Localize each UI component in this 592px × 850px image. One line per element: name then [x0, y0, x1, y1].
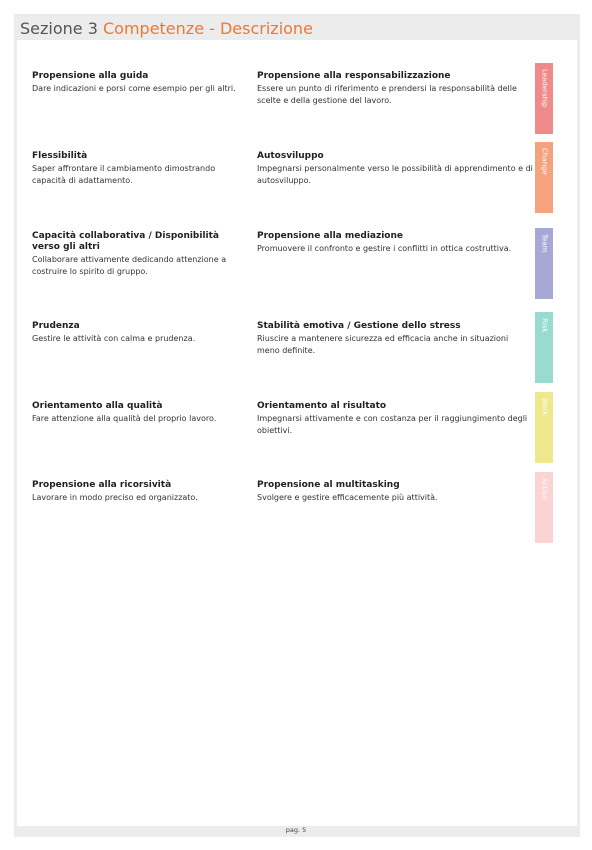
competency-description: Impegnarsi personalmente verso le possibilità di apprendimento e di autosviluppo.	[257, 164, 533, 185]
competency-item	[257, 231, 533, 255]
competency-item	[257, 401, 533, 437]
category-tab-team	[535, 228, 553, 299]
competency-item	[32, 321, 250, 345]
category-tab-label: Risk	[540, 318, 549, 333]
section-number: Sezione 3	[20, 19, 98, 38]
category-tab-risk	[535, 312, 553, 383]
competency-title: Stabilità emotiva / Gestione dello stress	[257, 321, 461, 331]
competency-title: Propensione alla mediazione	[257, 231, 403, 241]
competency-item	[32, 231, 250, 278]
category-tab-label: Work	[540, 398, 549, 416]
competency-title: Prudenza	[32, 321, 80, 331]
category-tab-work	[535, 392, 553, 463]
category-tab-label: Team	[540, 234, 549, 253]
competency-description: Impegnarsi attivamente e con costanza per il raggiungimento degli obiettivi.	[257, 414, 528, 435]
competency-title: Orientamento al risultato	[257, 401, 387, 411]
competency-description: Collaborare attivamente dedicando attenzione a costruire lo spirito di gruppo.	[32, 255, 227, 276]
competency-item	[32, 71, 250, 95]
competency-item	[257, 151, 533, 187]
competency-title: Propensione alla guida	[32, 71, 149, 81]
competency-description: Gestire le attività con calma e prudenza.	[32, 334, 196, 343]
competency-title: Orientamento alla qualità	[32, 401, 163, 411]
competency-item	[257, 71, 533, 107]
competency-description: Saper affrontare il cambiamento dimostrando capacità di adattamento.	[32, 164, 216, 185]
category-tab-label: Leadership	[540, 69, 549, 108]
competency-title: Propensione al multitasking	[257, 480, 400, 490]
competency-title: Autosviluppo	[257, 151, 324, 161]
page-number: pag. 5	[285, 826, 307, 834]
competency-title: Propensione alla responsabilizzazione	[257, 71, 451, 81]
competency-title: Capacità collaborativa / Disponibilità verso gli altri	[32, 231, 220, 252]
competency-description: Lavorare in modo preciso ed organizzato.	[32, 493, 198, 502]
competency-item	[32, 480, 250, 504]
category-tab-action	[535, 472, 553, 543]
competency-description: Promuovere il confronto e gestire i conflitti in ottica costruttiva.	[257, 244, 512, 253]
competency-description: Dare indicazioni e porsi come esempio per gli altri.	[32, 84, 236, 93]
category-tab-label: Action	[540, 478, 549, 500]
competency-title: Flessibilità	[32, 151, 88, 161]
competency-item	[32, 151, 250, 187]
section-title: Competenze - Descrizione	[102, 19, 313, 38]
competency-item	[257, 480, 533, 504]
category-tab-label: Change	[540, 148, 549, 175]
competency-description: Riuscire a mantenere sicurezza ed efficacia anche in situazioni meno definite.	[257, 334, 509, 355]
competency-description: Fare attenzione alla qualità del proprio lavoro.	[32, 414, 217, 423]
competency-title: Propensione alla ricorsività	[32, 480, 172, 490]
category-tab-change	[535, 142, 553, 213]
competency-item	[32, 401, 250, 425]
competency-description: Essere un punto di riferimento e prendersi la responsabilità delle scelte e della gestione del lavoro.	[257, 84, 517, 105]
competency-description: Svolgere e gestire efficacemente più attività.	[257, 493, 438, 502]
category-tab-leadership	[535, 63, 553, 134]
competency-item	[257, 321, 533, 357]
section-header	[20, 19, 313, 39]
